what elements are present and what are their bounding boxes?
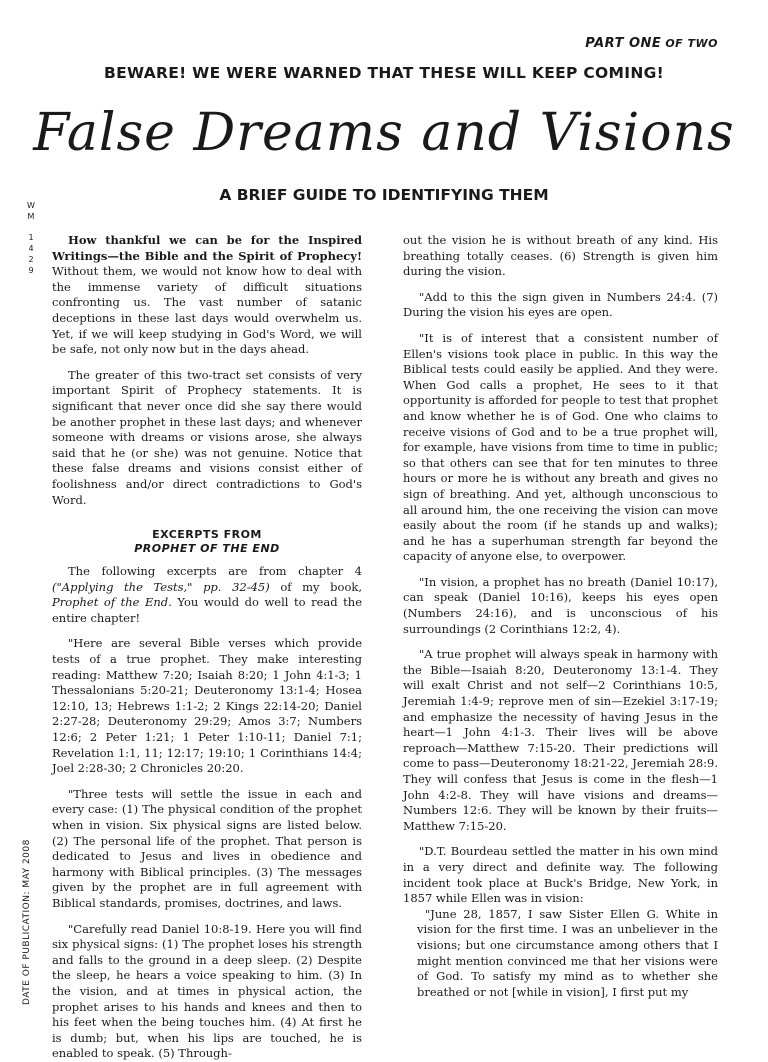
paragraph	[52, 564, 362, 626]
section-heading-line2: PROPHET OF THE END	[134, 542, 280, 556]
code-digit: 9	[28, 266, 34, 275]
page-subtitle: A BRIEF GUIDE TO IDENTIFYING THEM	[219, 186, 549, 204]
warning-headline: BEWARE! WE WERE WARNED THAT THESE WILL KEEP COMING!	[104, 64, 664, 82]
code-letter: M	[27, 212, 35, 221]
italic-reference: ("Applying the Tests," pp. 32-45)	[52, 579, 270, 594]
code-letter: W	[27, 201, 35, 210]
margin-code	[26, 200, 36, 276]
part-of-label: OF TWO	[665, 37, 718, 50]
paragraph: "A true prophet will always speak in harmony with the Bible—Isaiah 8:20, Deuteronomy 13:1-4. They will exalt Christ and not self—2 Corinthians 10:5, Jeremiah 1:4-9; reprove men of sin—Ezekiel 3:17-19; and emphasize the necessity of having Jesus in the heart—1 John 4:1-3. Their lives will be above reproach—Matthew 7:15-20. Their predictions will come to pass—Deuteronomy 18:21-22, Jeremiah 28:9. They will confess that Jesus is come in the flesh—1 John 4:2-8. They will have visions and dreams—Numbers 12:6. They will be known by their fruits—Matthew 7:15-20.	[403, 647, 718, 833]
paragraph: "Add to this the sign given in Numbers 24:4. (7) During the vision his eyes are open.	[403, 289, 718, 320]
code-digit: 2	[28, 255, 34, 264]
paragraph: "In vision, a prophet has no breath (Daniel 10:17), can speak (Daniel 10:16), keeps his eyes open (Numbers 24:16), and is unconscious of his surroundings (2 Corinthians 12:2, 4).	[403, 574, 718, 636]
code-digit: 1	[28, 233, 34, 242]
paragraph: "D.T. Bourdeau settled the matter in his own mind in a very direct and definite way. The following incident took place at Buck's Bridge, New York, in 1857 while Ellen was in vision:	[403, 844, 718, 906]
section-heading-line1: EXCERPTS FROM	[152, 528, 262, 542]
text-run: The following excerpts are from chapter 4	[68, 564, 362, 579]
paragraph: "It is of interest that a consistent number of Ellen's visions took place in public. In this way the Biblical tests could easily be applied. And they were. When God calls a prophet, He sees to it that opportunity is afforded for people to test that prophet and know whether he is of God. One who claims to receive visions of God and to be a true prophet will, for example, have visions from time to time in public; so that others can see that for ten minutes to three hours or more he is without any breath and gives no sign of breathing. And yet, although unconscious to all around him, the one receiving the vision can move easily about the room (if he stands up and walks); and he has a superhuman strength far beyond the capacity of anyone else, to overpower.	[403, 330, 718, 564]
intro-paragraph	[52, 233, 362, 358]
intro-bold-text: How thankful we can be for the Inspired Writings—the Bible and the Spirit of Prophecy!	[52, 233, 362, 263]
intro-text: Without them, we would not know how to deal with the immense variety of difficult situations confronting us. The vast number of satanic deceptions in these last days would overwhelm us. Yet, if we will keep studying in God's Word, we will be safe, not only now but in the days ahead.	[52, 264, 362, 357]
text-run: . You would do well to read the entire chapter!	[52, 595, 363, 625]
book-title: Prophet of the End	[52, 595, 169, 610]
paragraph: "Carefully read Daniel 10:8-19. Here you will find six physical signs: (1) The prophet loses his strength and falls to the ground in a deep sleep. (2) Despite the sleep, he hears a voice speaking to him. (3) In the vision, and at times in physical action, the prophet arises to his hands and knees and then to his feet when the being touches him. (4) At first he is dumb; but, when his lips are touched, he is enabled to speak. (5) Through-	[52, 921, 362, 1061]
page-title: False Dreams and Visions	[33, 103, 735, 163]
part-indicator	[585, 36, 718, 51]
publication-date: DATE OF PUBLICATION: MAY 2008	[22, 839, 32, 1005]
left-column	[52, 233, 362, 1062]
paragraph: "Here are several Bible verses which provide tests of a true prophet. They make interesting reading: Matthew 7:20; Isaiah 8:20; 1 John 4:1-3; 1 Thessalonians 5:20-21; Deuteronomy 13:1-4; Hosea 12:10, 13; Hebrews 1:1-2; 2 Kings 22:14-20; Daniel 2:27-28; Deuteronomy 29:29; Amos 3:7; Numbers 12:6; 2 Peter 1:21; 1 Peter 1:10-11; Daniel 7:1; Revelation 1:1, 11; 12:17; 19:10; 1 Corinthians 14:4; Joel 2:28-30; 2 Chronicles 20:20.	[52, 636, 362, 776]
part-label: PART ONE	[585, 36, 662, 51]
section-heading	[52, 528, 362, 556]
quoted-paragraph: "June 28, 1857, I saw Sister Ellen G. White in vision for the first time. I was an unbeliever in the visions; but one circumstance among others that I might mention convinced me that her visions were of God. To satisfy my mind as to whether she breathed or not [while in vision], I first put my	[417, 906, 718, 999]
paragraph: The greater of this two-tract set consists of very important Spirit of Prophecy statements. It is significant that never once did she say there would be another prophet in these last days; and whenever someone with dreams or visions arose, she always said that he (or she) was not genuine. Notice that these false dreams and visions consist either of foolishness and/or direct contradictions to God's Word.	[52, 367, 362, 507]
paragraph: out the vision he is without breath of any kind. His breathing totally ceases. (6) Strength is given him during the vision.	[403, 233, 718, 279]
right-column	[403, 233, 718, 1000]
paragraph: "Three tests will settle the issue in each and every case: (1) The physical condition of the prophet when in vision. Six physical signs are listed below. (2) The personal life of the prophet. That person is dedicated to Jesus and lives in obedience and harmony with Biblical principles. (3) The messages given by the prophet are in full agreement with Biblical standards, promises, doctrines, and laws.	[52, 786, 362, 910]
text-run: of my book,	[269, 579, 362, 594]
code-digit: 4	[28, 244, 34, 253]
